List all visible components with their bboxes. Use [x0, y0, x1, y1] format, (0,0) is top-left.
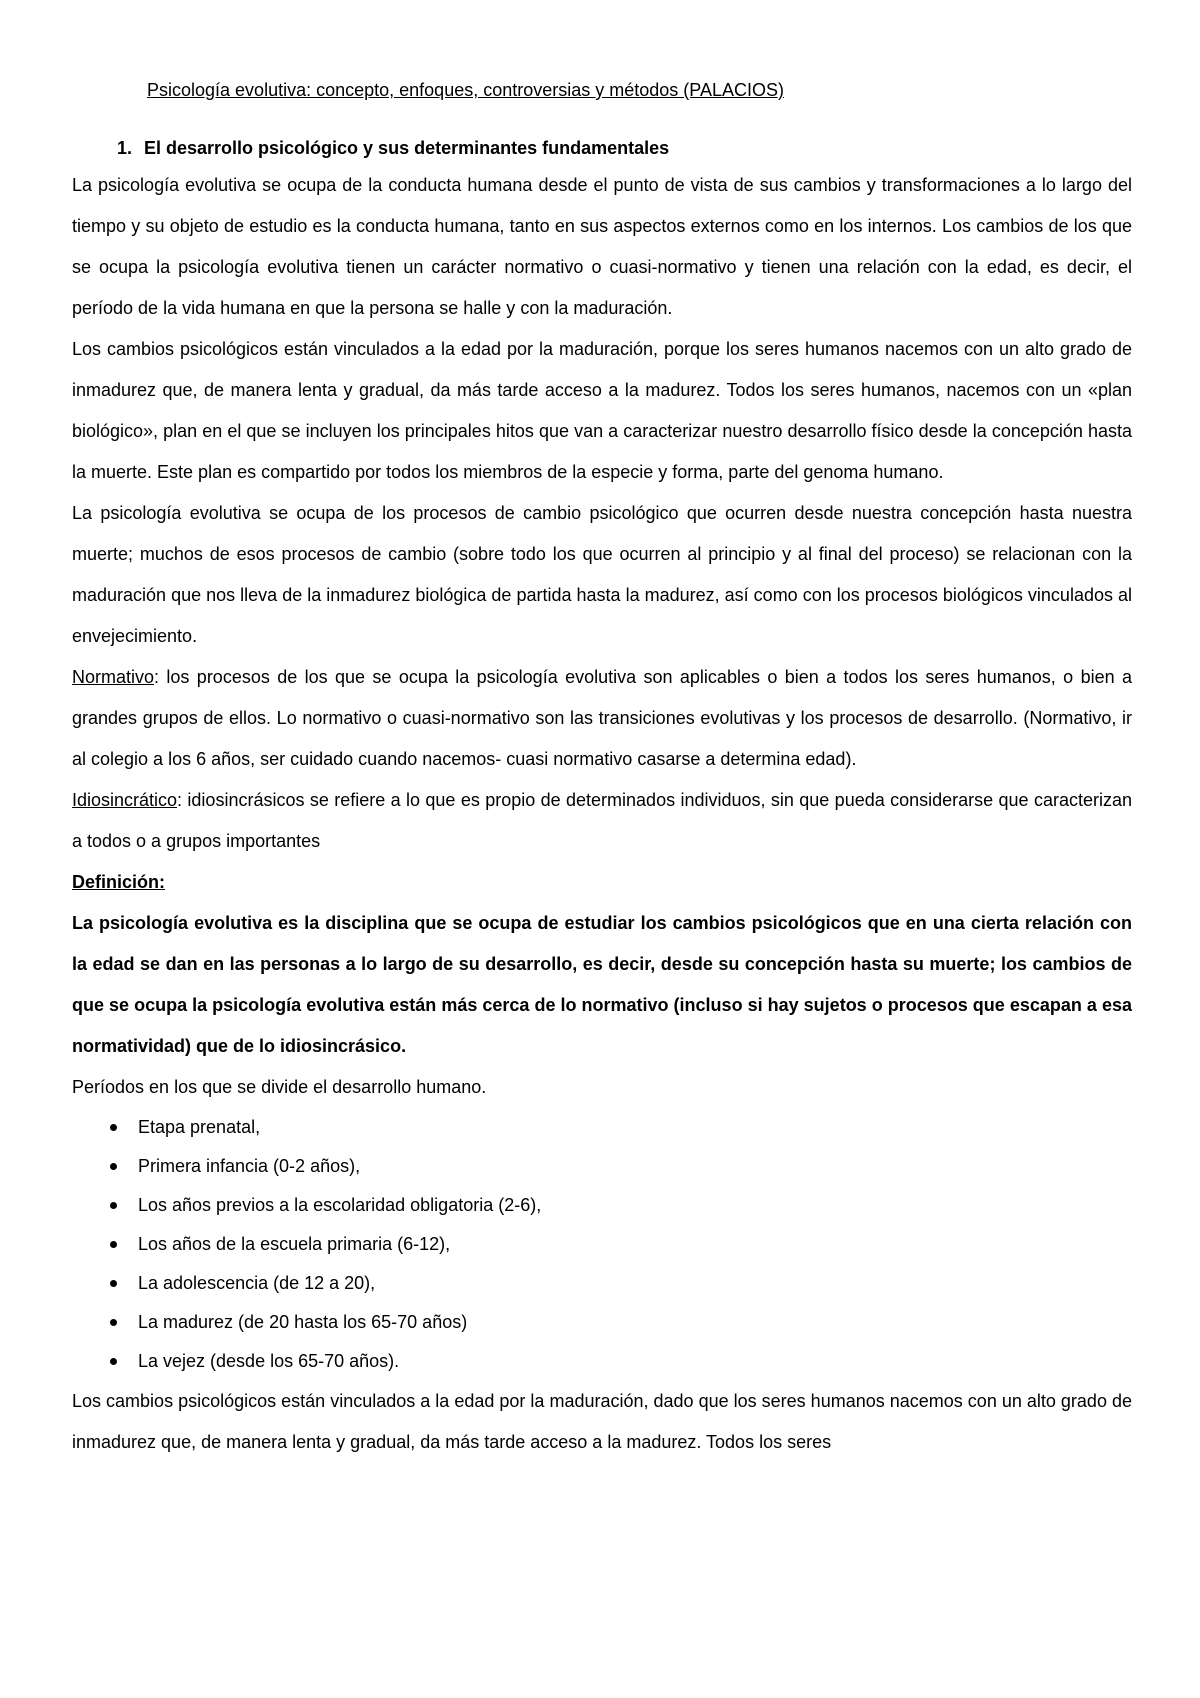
section-number: 1.	[116, 138, 132, 158]
paragraph-normativo	[72, 657, 1132, 780]
periodos-intro: Períodos en los que se divide el desarrollo humano.	[72, 1077, 487, 1097]
bullet-icon	[110, 1241, 117, 1248]
section-heading	[72, 131, 1132, 165]
list-item	[110, 1342, 1132, 1381]
term-normativo: Normativo	[72, 667, 155, 687]
section-title: El desarrollo psicológico y sus determinantes fundamentales	[144, 138, 670, 158]
list-item	[110, 1186, 1132, 1225]
list-item-text: Los años de la escuela primaria (6-12),	[138, 1234, 451, 1254]
list-item	[110, 1108, 1132, 1147]
periods-list	[72, 1108, 1132, 1381]
list-item	[110, 1303, 1132, 1342]
list-item-text: La adolescencia (de 12 a 20),	[138, 1273, 376, 1293]
bullet-icon	[110, 1163, 117, 1170]
list-item	[110, 1147, 1132, 1186]
definicion-label: Definición:	[72, 872, 165, 892]
paragraph-last: Los cambios psicológicos están vinculados a la edad por la maduración, dado que los seres humanos nacemos con un alto grado de inmadurez que, de manera lenta y gradual, da más tarde acceso a la madurez. Todos los seres	[72, 1391, 1132, 1452]
list-item	[110, 1225, 1132, 1264]
list-item-text: La madurez (de 20 hasta los 65-70 años)	[138, 1312, 468, 1332]
list-item-text: Primera infancia (0-2 años),	[138, 1156, 361, 1176]
document-title: Psicología evolutiva: concepto, enfoques, controversias y métodos (PALACIOS)	[147, 80, 784, 100]
list-item-text: Los años previos a la escolaridad obligatoria (2-6),	[138, 1195, 542, 1215]
bullet-icon	[110, 1202, 117, 1209]
idiosincratico-text: : idiosincrásicos se refiere a lo que es propio de determinados individuos, sin que pueda considerarse que caracterizan a todos o a grupos importantes	[72, 790, 1132, 851]
paragraph-procesos: La psicología evolutiva se ocupa de los procesos de cambio psicológico que ocurren desde nuestra concepción hasta nuestra muerte; muchos de esos procesos de cambio (sobre todo los que ocurren al principio y al final del proceso) se relacionan con la maduración que nos lleva de la inmadurez biológica de partida hasta la madurez, así como con los procesos biológicos vinculados al envejecimiento.	[72, 503, 1132, 646]
term-idiosincratico: Idiosincrático	[72, 790, 178, 810]
definicion-text: La psicología evolutiva es la disciplina que se ocupa de estudiar los cambios psicológicos que en una cierta relación con la edad se dan en las personas a lo largo de su desarrollo, es decir, desde su concepción hasta su muerte; los cambios de que se ocupa la psicología evolutiva están más cerca de lo normativo (incluso si hay sujetos o procesos que escapan a esa normatividad) que de lo idiosincrásico.	[72, 913, 1132, 1056]
bullet-icon	[110, 1319, 117, 1326]
bullet-icon	[110, 1358, 117, 1365]
bullet-icon	[110, 1124, 117, 1131]
normativo-text: : los procesos de los que se ocupa la psicología evolutiva son aplicables o bien a todos los seres humanos, o bien a grandes grupos de ellos. Lo normativo o cuasi-normativo son las transiciones evolutivas y los procesos de desarrollo. (Normativo, ir al colegio a los 6 años, ser cuidado cuando nacemos- cuasi normativo casarse a determina edad).	[72, 667, 1132, 769]
bullet-icon	[110, 1280, 117, 1287]
list-item-text: La vejez (desde los 65-70 años).	[138, 1351, 400, 1371]
list-item	[110, 1264, 1132, 1303]
list-item-text: Etapa prenatal,	[138, 1117, 261, 1137]
paragraph-intro: La psicología evolutiva se ocupa de la conducta humana desde el punto de vista de sus cambios y transformaciones a lo largo del tiempo y su objeto de estudio es la conducta humana, tanto en sus aspectos externos como en los internos. Los cambios de los que se ocupa la psicología evolutiva tienen un carácter normativo o cuasi-normativo y tienen una relación con la edad, es decir, el período de la vida humana en que la persona se halle y con la maduración.	[72, 175, 1132, 318]
paragraph-maduracion: Los cambios psicológicos están vinculados a la edad por la maduración, porque los seres humanos nacemos con un alto grado de inmadurez que, de manera lenta y gradual, da más tarde acceso a la madurez. Todos los seres humanos, nacemos con un «plan biológico», plan en el que se incluyen los principales hitos que van a caracterizar nuestro desarrollo físico desde la concepción hasta la muerte. Este plan es compartido por todos los miembros de la especie y forma, parte del genoma humano.	[72, 339, 1132, 482]
paragraph-idiosincratico	[72, 780, 1132, 862]
